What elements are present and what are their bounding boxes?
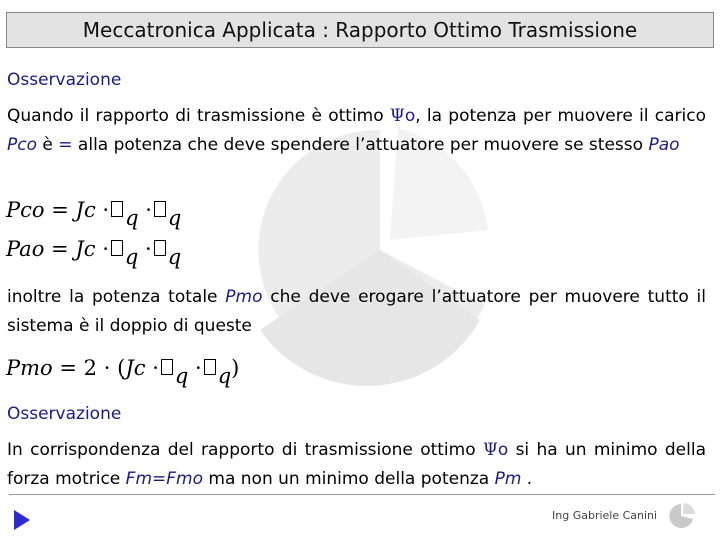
section3-text-c: ma non un minimo della potenza bbox=[203, 469, 495, 489]
section3-text-b: si ha un minimo della forza motrice bbox=[7, 440, 706, 489]
psi-subscript: o bbox=[404, 106, 416, 126]
eq3-dot0: · bbox=[103, 356, 111, 380]
eq3-two: 2 bbox=[83, 356, 98, 380]
eq3-lhs: Pmo bbox=[6, 356, 53, 380]
section3-text-a: In corrispondenza del rapporto di trasmissione ottimo bbox=[7, 440, 483, 460]
eq2-q1: q bbox=[124, 245, 139, 269]
watermark-pie-icon bbox=[230, 120, 490, 400]
eq1-dot1: · bbox=[102, 198, 110, 222]
eq3-jc: Jc bbox=[125, 356, 146, 380]
logo-icon bbox=[664, 502, 698, 530]
eq1-jc: Jc bbox=[75, 198, 96, 222]
eq2-missing-glyph-box-2 bbox=[154, 240, 166, 256]
section3-heading: Osservazione bbox=[7, 404, 122, 424]
eq1-lhs: Pco bbox=[6, 198, 45, 222]
slide-title bbox=[6, 12, 714, 48]
eq3-missing-glyph-box bbox=[161, 359, 173, 375]
eq1-q2: q bbox=[167, 206, 182, 230]
eq3-q1: q bbox=[174, 364, 189, 388]
eq3-close-paren: ) bbox=[231, 356, 240, 380]
section1-text-b: , la potenza per muovere il carico bbox=[415, 106, 706, 126]
eq2-q2: q bbox=[167, 245, 182, 269]
eq3-q2: q bbox=[217, 364, 232, 388]
section2-paragraph bbox=[7, 283, 706, 341]
play-next-icon[interactable] bbox=[14, 510, 30, 530]
eq1-missing-glyph-box bbox=[111, 201, 123, 217]
pco-term: Pco bbox=[7, 135, 37, 155]
eq1-equals: = bbox=[51, 198, 69, 222]
section1-paragraph bbox=[7, 102, 706, 160]
equals-term: = bbox=[58, 135, 73, 155]
eq1-missing-glyph-box-2 bbox=[154, 201, 166, 217]
eq2-dot1: · bbox=[102, 237, 109, 261]
psi-glyph-2: Ψ bbox=[482, 440, 498, 460]
equation-pmo bbox=[6, 356, 240, 388]
eq2-missing-glyph-box bbox=[111, 240, 123, 256]
section1-heading: Osservazione bbox=[7, 70, 122, 90]
section3-paragraph bbox=[7, 436, 706, 494]
eq3-open-paren: ( bbox=[117, 356, 126, 380]
section3-text-d: . bbox=[521, 469, 533, 489]
eq1-q1: q bbox=[125, 206, 139, 230]
pmo-term: Pmo bbox=[225, 287, 263, 307]
eq3-missing-glyph-box-2 bbox=[204, 359, 216, 375]
section2-text-b: che deve erogare l’attuatore per muovere tutto il sistema è il doppio di queste bbox=[7, 287, 707, 336]
pao-term: Pao bbox=[648, 135, 680, 155]
section1-text-c: è bbox=[37, 135, 59, 155]
eq1-dot2: · bbox=[145, 198, 152, 222]
psi-subscript-2: o bbox=[497, 440, 509, 460]
eq3-dot1: · bbox=[152, 356, 159, 380]
fm-term: Fm=Fmo bbox=[125, 469, 203, 489]
section1-text-a: Quando il rapporto di trasmissione è ottimo bbox=[7, 106, 390, 126]
psi-optimal-symbol bbox=[390, 106, 415, 126]
eq3-dot2: · bbox=[195, 356, 202, 380]
equation-pco bbox=[6, 198, 182, 230]
eq2-jc: Jc bbox=[75, 237, 96, 261]
footer-author: Ing Gabriele Canini bbox=[552, 509, 658, 522]
section2-text-a: inoltre la potenza totale bbox=[7, 287, 226, 307]
eq2-lhs: Pao bbox=[6, 237, 45, 261]
psi-optimal-symbol-2 bbox=[483, 440, 508, 460]
eq3-equals: = bbox=[59, 356, 77, 380]
psi-glyph: Ψ bbox=[389, 106, 405, 126]
footer-divider bbox=[9, 494, 715, 495]
slide-title-text: Meccatronica Applicata : Rapporto Ottimo Trasmissione bbox=[82, 18, 638, 42]
eq2-dot2: · bbox=[145, 237, 152, 261]
eq2-equals: = bbox=[51, 237, 69, 261]
pm-term: Pm bbox=[494, 469, 522, 489]
section1-text-d: alla potenza che deve spendere l’attuatore per muovere se stesso bbox=[72, 135, 649, 155]
equation-pao bbox=[6, 237, 182, 269]
